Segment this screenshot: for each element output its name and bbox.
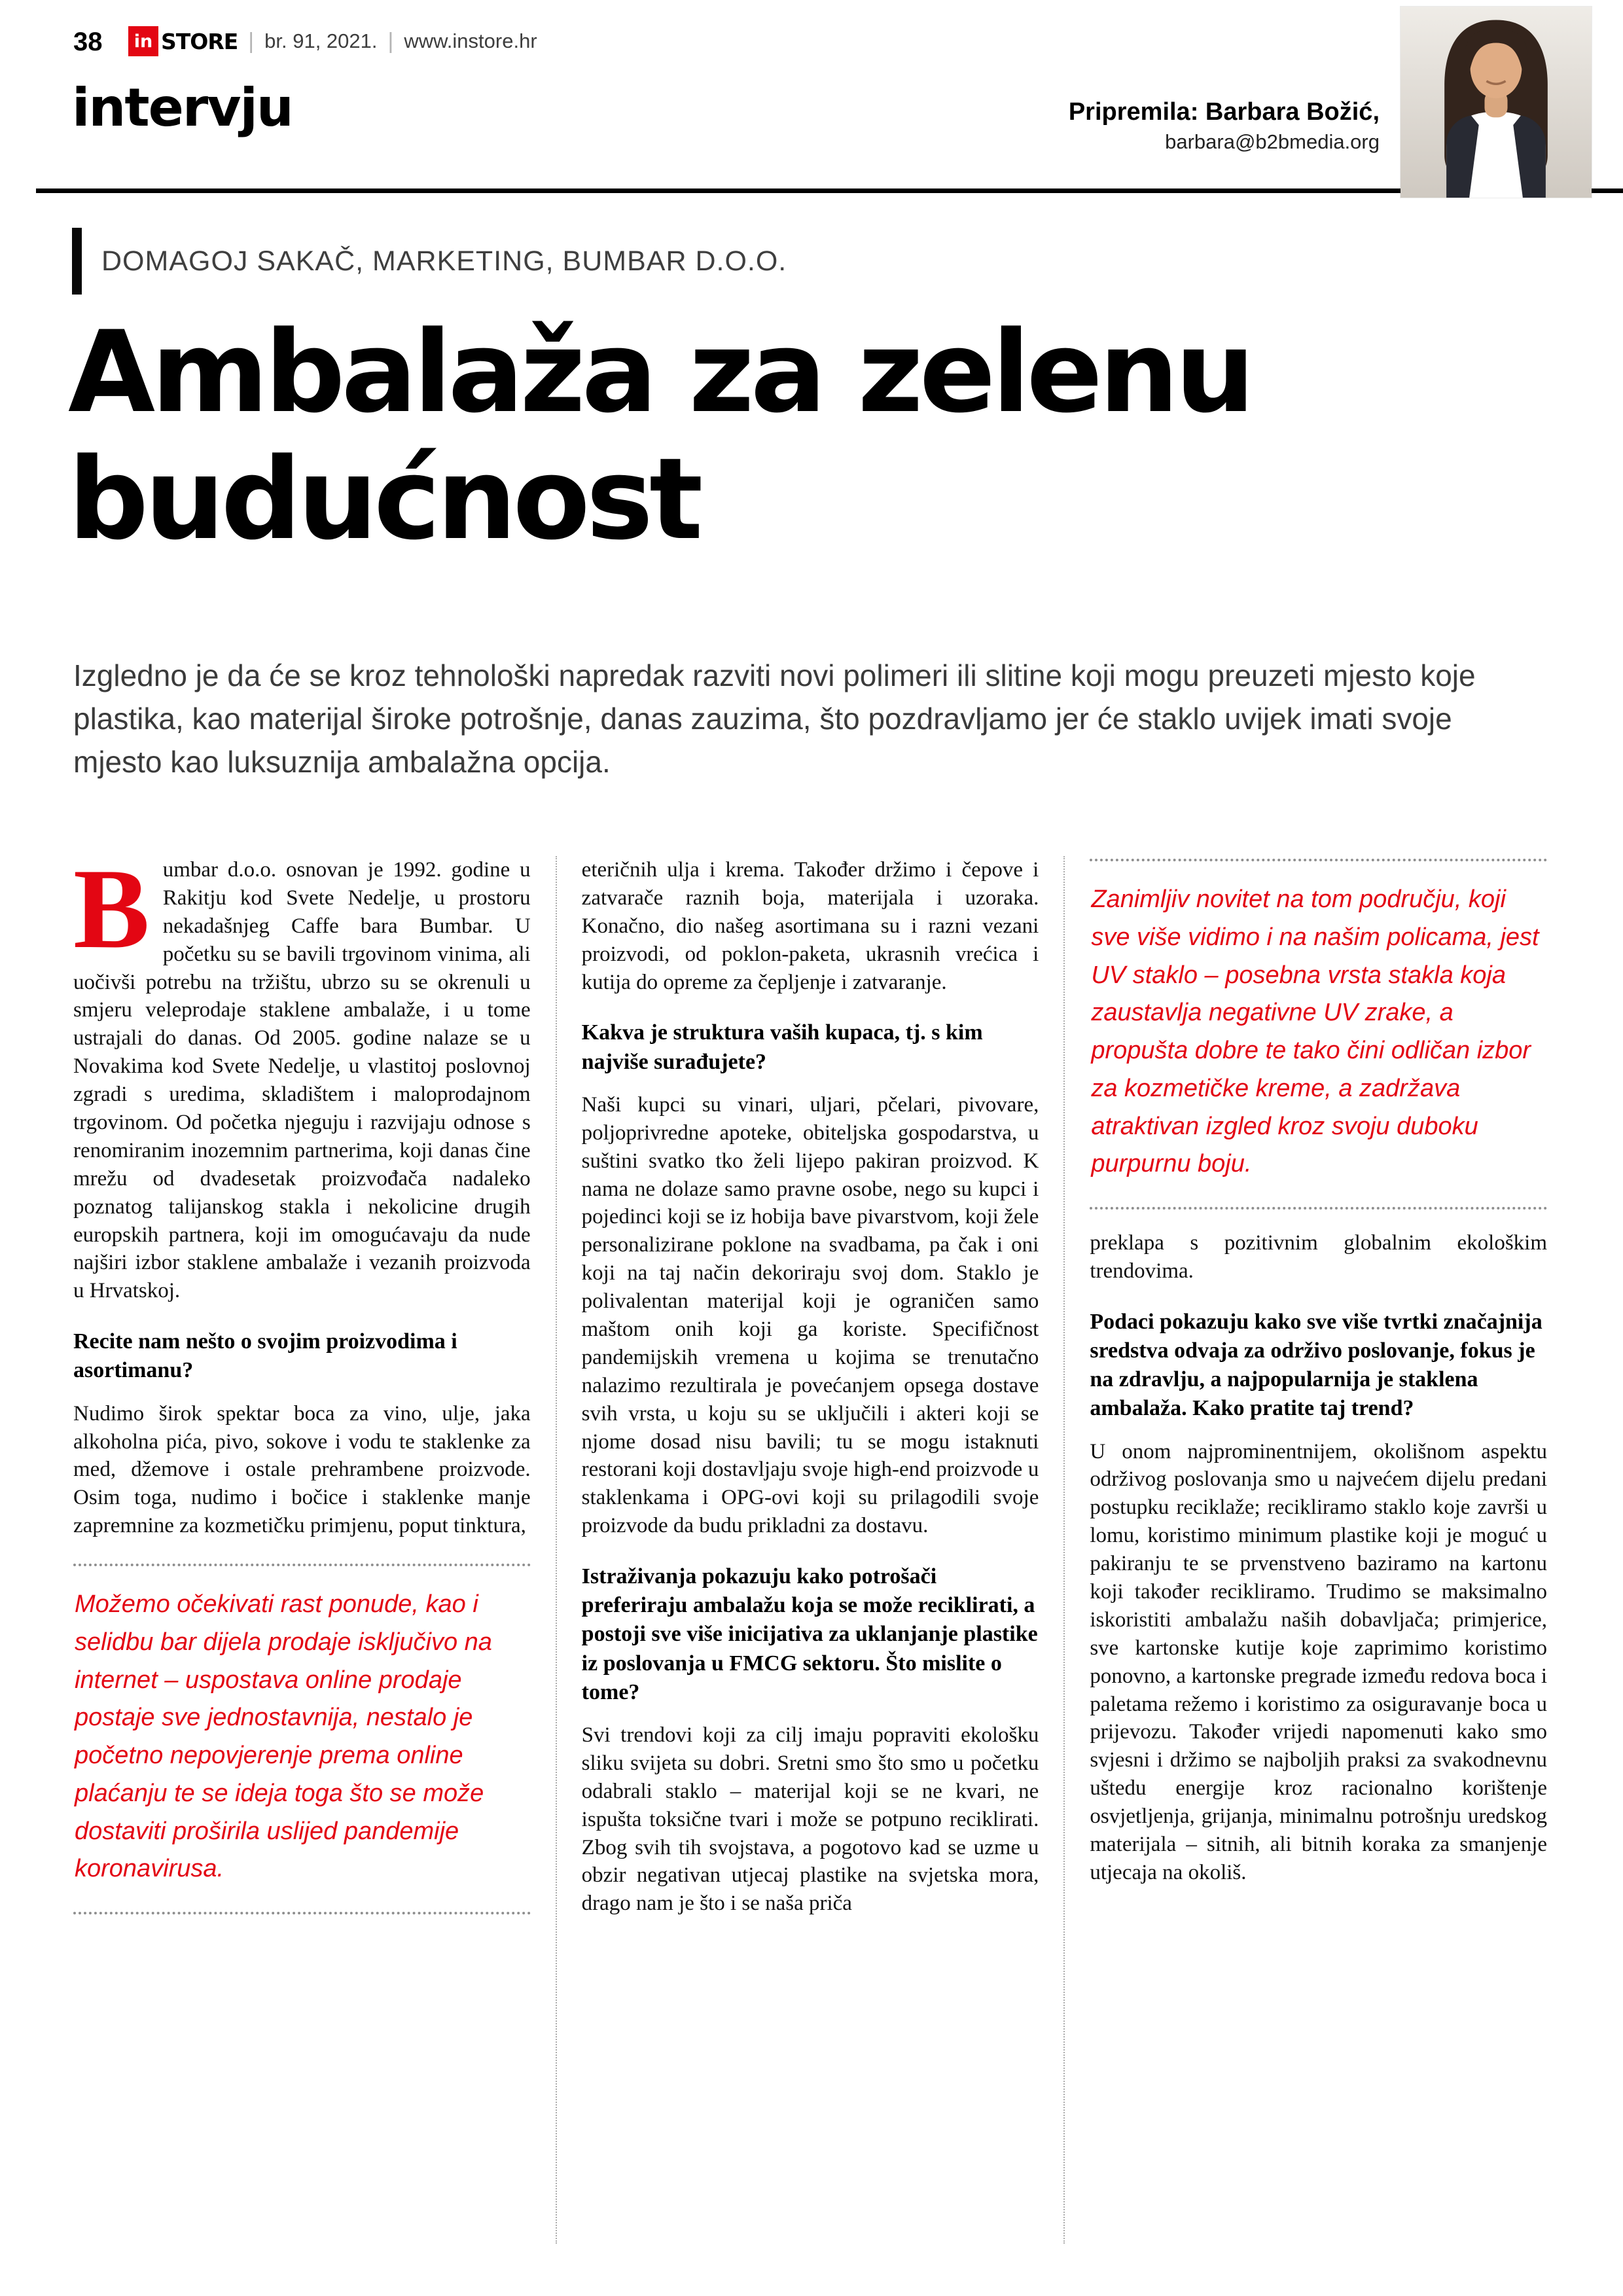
instore-logo-icon: [128, 26, 158, 56]
kicker: [72, 228, 787, 295]
byline: [1069, 98, 1380, 154]
column-1: [73, 845, 556, 2244]
article-body: [73, 845, 1548, 2244]
page-number: 38: [73, 27, 103, 56]
headline-line-2: budućnost: [68, 433, 700, 565]
body-paragraph: Nudimo širok spektar boca za vino, ulje, jaka alkoholna pića, pivo, sokove i vodu te staklenke za med, džemove i ostale prehrambene proizvode. Osim toga, nudimo i bočice i staklenke manje zapremnine za kozmetičku primjenu, poput tinktura,: [73, 1401, 531, 1538]
pull-quote: Zanimljiv novitet na tom području, koji sve više vidimo i na našim policama, jest UV staklo – posebna vrsta stakla koja zaustavlja negativne UV zrake, a propušta dobre te tako čini odličan izbor za kozmetičke kreme, a zadržava atraktivan izgled kroz svoju duboku purpurnu boju.: [1090, 859, 1547, 1210]
interview-question: Istraživanja pokazuju kako potrošači preferiraju ambalažu koja se može reciklirati, a postoji sve više inicijativa za uklanjanje plastike iz poslovanja u FMCG sektoru. Što mislite o tome?: [581, 1564, 1038, 1704]
logo-store-text: STORE: [161, 28, 238, 54]
interview-question: Podaci pokazuju kako sve više tvrtki značajnija sredstva odvaja za održivo poslovanje, fokus je na zdravlju, a najpopularnija je staklena ambalaža. Kako pratite taj trend?: [1090, 1309, 1543, 1421]
pull-quote: Možemo očekivati rast ponude, kao i selidbu bar dijela prodaje isključivo na internet – uspostava online prodaje postaje sve jednostavnija, nestalo je početno nepovjerenje prema online plaćanju te se ideja toga što se može dostaviti proširila uslijed pandemije koronavirusa.: [73, 1564, 531, 1914]
body-paragraph: Bumbar d.o.o. osnovan je 1992. godine u Rakitju kod Svete Nedelje, u prostoru nekadašnjeg Caffe bara Bumbar. U početku su se bavili trgovinom vinima, ali uočivši potrebu na tržištu, ubrzo su se okrenuli u smjeru veleprodaje staklene ambalaže, i u tome ustrajali do danas. Od 2005. godine nalaze se u Novakima kod Svete Nedelje, u vlastitoj poslovnoj zgradi s uredima, skladištem i maloprodajnom trgovinom. Od početka njeguju i razvijaju odnose s renomiranim inozemnim partnerima, koji danas čine mrežu od dvadesetak proizvođača nadaleko poznatog talijanskog stakla i nekolicine drugih europskih partnera, koji im omogućavaju da nude najširi izbor staklene ambalaže i vezanih proizvoda u Hrvatskoj.: [73, 845, 531, 1303]
body-paragraph: U onom najprominentnijem, okolišnom aspektu održivog poslovanja smo u najvećem dijelu predani postupku reciklaže; recikliramo staklo koje završi u lomu, koristimo minimum plastike koji je moguć u pakiranju te se prvenstveno baziramo na kartonu koji također recikliramo. Trudimo se maksimalno iskoristiti ambalažu naših dobavljača; primjerice, sve kartonske kutije koje zaprimimo koristimo ponovno, a kartonske pregrade između redova boca i paletama režemo i koristimo za osiguravanje boca u prijevozu. Također vrijedi napomenuti kako smo svjesni i držimo se najboljih praksi za svakodnevnu uštedu energije kroz racionalno korištenje osvjetljenja, grijanja, minimalnu potrošnju uredskog materijala – sitnih, ali bitnih koraka za smanjenje utjecaja na okoliš.: [1090, 1439, 1548, 1884]
masthead-divider: |: [248, 28, 255, 54]
headline-line-1: Ambalaža za zelenu: [68, 306, 1251, 438]
section-title: intervju: [72, 77, 293, 138]
kicker-text: DOMAGOJ SAKAČ, MARKETING, BUMBAR D.O.O.: [101, 245, 787, 277]
body-paragraph: Svi trendovi koji za cilj imaju popraviti ekološku sliku svijeta su dobri. Sretni smo što smo u početku odabrali staklo – materijal koji se ne kvari, ne ispušta toksične tvari i može se potpuno reciklirati. Zbog svih tih svojstava, a pogotovo kad se uzme u obzir negativan utjecaj plastike na svjetska mora, drago nam je što i se naša priča: [581, 1723, 1039, 1916]
author-email: barbara@b2bmedia.org: [1165, 130, 1380, 153]
body-paragraph: eteričnih ulja i krema. Također držimo i čepove i zatvarače raznih boja, materijala i uzoraka. Konačno, dio našeg asortimana su i razni vezani proizvodi, od poklon-paketa, ukrasnih vrećica i kutija do opreme za čepljenje i zatvaranje.: [581, 858, 1039, 994]
masthead: [128, 26, 537, 56]
author-photo: [1400, 7, 1592, 198]
article-lead: Izgledno je da će se kroz tehnološki napredak razviti novi polimeri ili slitine koji mogu preuzeti mjesto koje plastika, kao materijal široke potrošnje, danas zauzima, što pozdravljamo jer će staklo uvijek imati svoje mjesto kao luksuznija ambalažna opcija.: [73, 658, 1476, 779]
column-2: [556, 856, 1064, 2244]
issue-number: br. 91, 2021.: [264, 29, 378, 52]
body-paragraph: preklapa s pozitivnim globalnim ekološkim trendovima.: [1090, 1231, 1548, 1283]
header-rule: [36, 188, 1623, 193]
interview-question: Kakva je struktura vaših kupaca, tj. s kim najviše surađujete?: [581, 1020, 983, 1074]
article-headline: [68, 306, 1251, 565]
body-paragraph: Naši kupci su vinari, uljari, pčelari, pivovare, poljoprivredne apoteke, obiteljska gospodarstva, u suštini svatko tko želi lijepo pakiran proizvod. K nama ne dolaze samo pravne osobe, nego su kupci i pojedinci koji se iz hobija bave pivarstvom, koji žele personalizirane poklone na svadbama, pa čak i oni koji na taj način dekoriraju svoj dom. Staklo je polivalentan materijal koji je ograničen samo maštom onih koji ga koriste. Specifičnost pandemijskih vremena u kojima se trenutačno nalazimo rezultirala je povećanjem opsega dostave svih vrsta, u koju su se uključili i akteri koji se njome dosad nisu bavili; tu se mogu istaknuti restorani koji dostavljaju svoje high-end proizvode u staklenkama i OPG-ovi koji su prilagodili svoje proizvode da budu prikladni za dostavu.: [581, 1092, 1039, 1538]
drop-cap: B: [73, 845, 150, 972]
interview-question: Recite nam nešto o svojim proizvodima i asortimanu?: [73, 1329, 457, 1383]
website-url: www.instore.hr: [404, 29, 537, 52]
column-3: [1063, 856, 1547, 2244]
prepared-by: Pripremila: Barbara Božić,: [1068, 98, 1380, 126]
masthead-divider: |: [387, 28, 394, 54]
kicker-bar: [72, 228, 82, 295]
logo-in-text: in: [134, 31, 153, 52]
